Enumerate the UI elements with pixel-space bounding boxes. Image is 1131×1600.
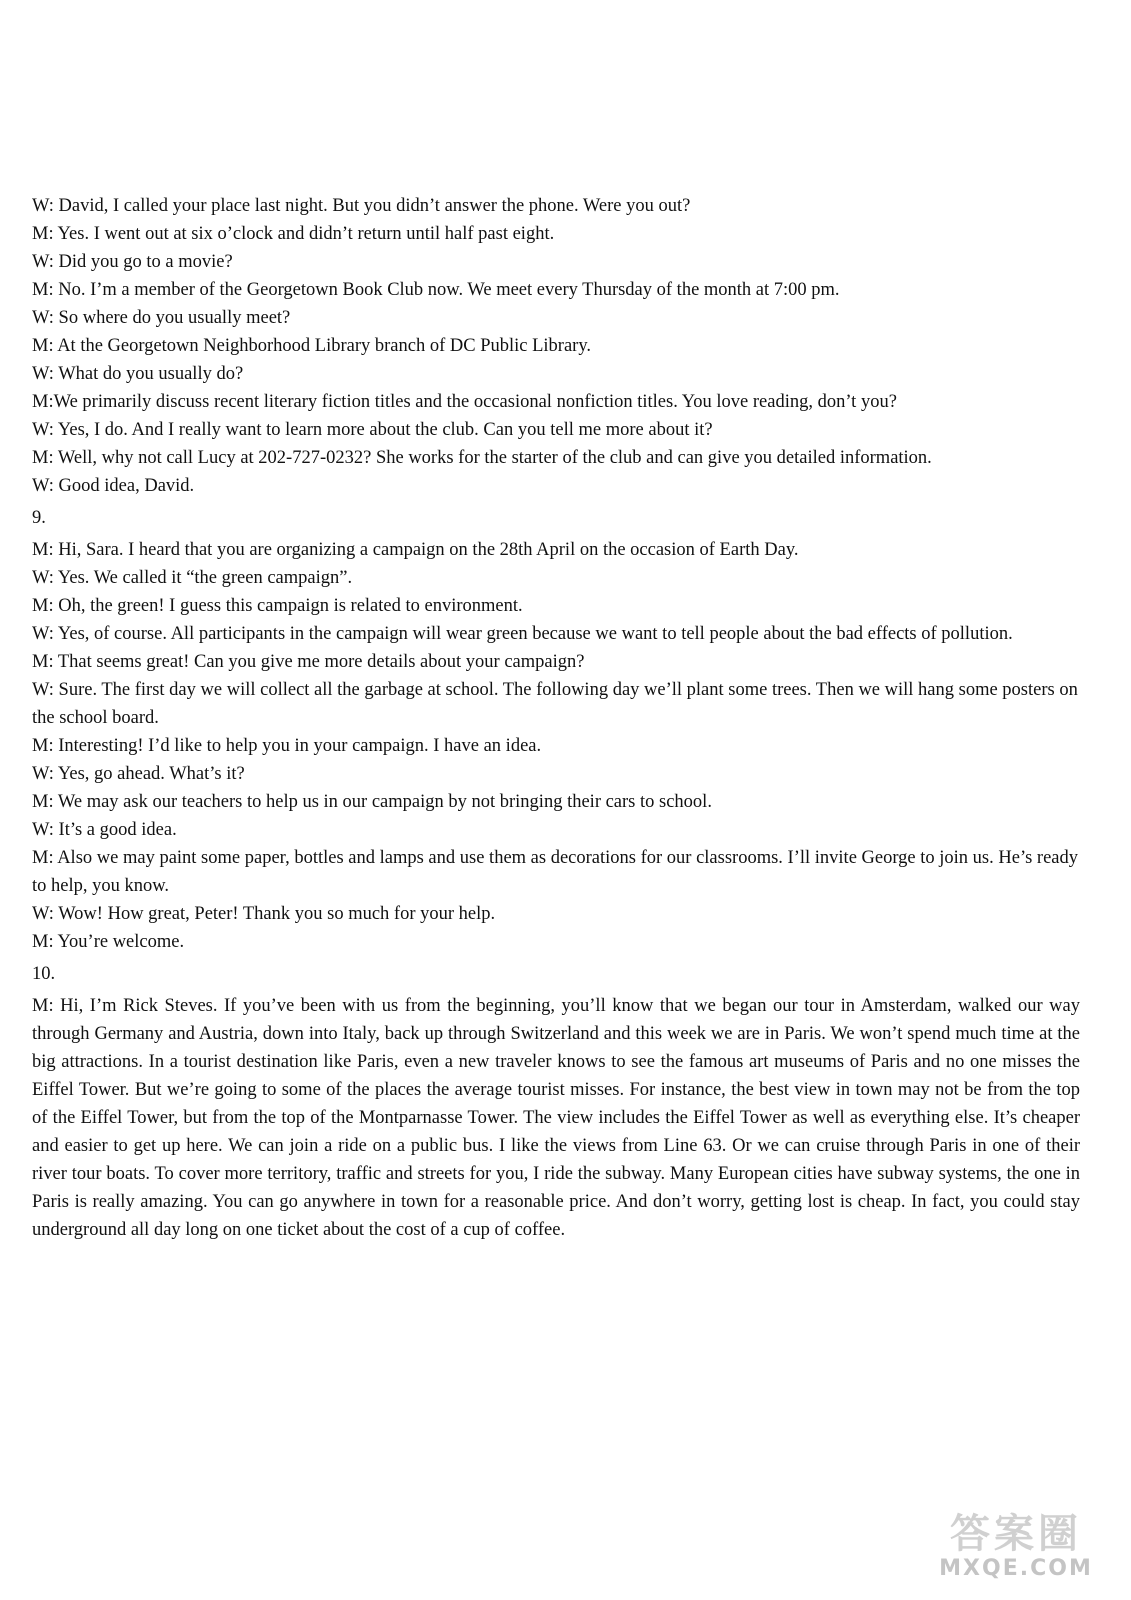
watermark-logo	[931, 1512, 1101, 1592]
watermark-bottom-text: MXQE.COM	[939, 1556, 1093, 1581]
dialogue-line: M: Oh, the green! I guess this campaign is related to environment.	[32, 596, 523, 616]
monologue-paragraph: M: Hi, I’m Rick Steves. If you’ve been with us from the beginning, you’ll know that we began our tour in Amsterdam, walked our way through Germany and Austria, down into Italy, back up through Switzerland and this week we are in Paris. We won’t spend much time at the big attractions. In a tourist destination like Paris, even a new traveler knows to see the famous art museums of Paris and no one misses the Eiffel Tower. But we’re going to some of the places the average tourist misses. For instance, the best view in town may not be from the top of the Eiffel Tower, but from the top of the Montparnasse Tower. The view includes the Eiffel Tower as well as everything else. It’s cheaper and easier to get up here. We can join a ride on a public bus. I like the views from Line 63. Or we can cruise through Paris in one of their river tour boats. To cover more territory, traffic and streets for you, I ride the subway. Many European cities have subway systems, the one in Paris is really amazing. You can go anywhere in town for a reasonable price. And don’t worry, getting lost is cheap. In fact, you could stay underground all day long on one ticket about the cost of a cup of coffee.	[32, 996, 1080, 1240]
dialogue-line: M:We primarily discuss recent literary fiction titles and the occasional nonfiction titles. You love reading, don’t you?	[32, 392, 897, 412]
dialogue-line: M: Well, why not call Lucy at 202-727-0232? She works for the starter of the club and can give you detailed information.	[32, 448, 932, 468]
dialogue-section-9	[32, 536, 1080, 956]
question-number-9: 9.	[32, 508, 46, 528]
dialogue-line: W: So where do you usually meet?	[32, 308, 291, 328]
dialogue-line: M: Interesting! I’d like to help you in your campaign. I have an idea.	[32, 736, 542, 756]
dialogue-line: W: Yes, I do. And I really want to learn more about the club. Can you tell me more about it?	[32, 420, 713, 440]
dialogue-line: W: Good idea, David.	[32, 476, 195, 496]
dialogue-line: M: Hi, Sara. I heard that you are organizing a campaign on the 28th April on the occasion of Earth Day.	[32, 540, 799, 560]
dialogue-line: W: Sure. The first day we will collect all the garbage at school. The following day we’ll plant some trees. Then we will hang some posters on the school board.	[32, 680, 1078, 728]
dialogue-line: W: Did you go to a movie?	[32, 252, 233, 272]
dialogue-section-8	[32, 192, 1080, 500]
dialogue-line: M: That seems great! Can you give me more details about your campaign?	[32, 652, 585, 672]
dialogue-line: W: It’s a good idea.	[32, 820, 177, 840]
dialogue-line: M: Yes. I went out at six o’clock and didn’t return until half past eight.	[32, 224, 555, 244]
dialogue-line: M: At the Georgetown Neighborhood Library branch of DC Public Library.	[32, 336, 591, 356]
dialogue-line: M: We may ask our teachers to help us in our campaign by not bringing their cars to school.	[32, 792, 712, 812]
document-page	[32, 192, 1080, 1244]
question-number-10: 10.	[32, 964, 56, 984]
dialogue-line: M: You’re welcome.	[32, 932, 185, 952]
dialogue-line: W: Yes, of course. All participants in the campaign will wear green because we want to tell people about the bad effects of pollution.	[32, 624, 1013, 644]
dialogue-line: W: Wow! How great, Peter! Thank you so much for your help.	[32, 904, 496, 924]
dialogue-line: W: Yes. We called it “the green campaign”.	[32, 568, 353, 588]
dialogue-line: M: No. I’m a member of the Georgetown Book Club now. We meet every Thursday of the month at 7:00 pm.	[32, 280, 840, 300]
dialogue-line: M: Also we may paint some paper, bottles and lamps and use them as decorations for our classrooms. I’ll invite George to join us. He’s ready to help, you know.	[32, 848, 1078, 896]
dialogue-line: W: What do you usually do?	[32, 364, 244, 384]
dialogue-line: W: Yes, go ahead. What’s it?	[32, 764, 245, 784]
dialogue-line: W: David, I called your place last night. But you didn’t answer the phone. Were you out?	[32, 196, 691, 216]
watermark-top-text: 答案圈	[950, 1511, 1082, 1557]
